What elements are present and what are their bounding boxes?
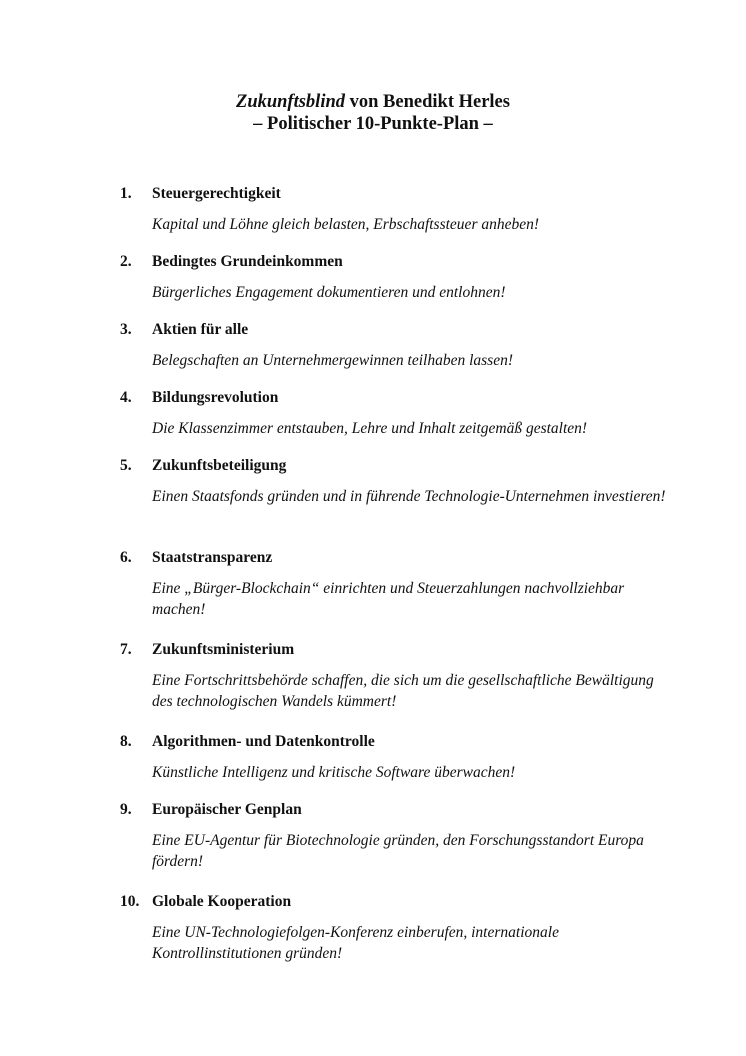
item-description: Einen Staatsfonds gründen und in führende Technologie-Unternehmen investieren! xyxy=(152,488,666,505)
list-item xyxy=(120,388,680,456)
item-title: Steuergerechtigkeit xyxy=(152,185,281,202)
item-number: 3. xyxy=(120,321,132,338)
list-item xyxy=(120,320,680,388)
title-line xyxy=(0,91,746,113)
book-title: Zukunftsblind xyxy=(236,92,346,112)
item-number: 10. xyxy=(120,893,140,910)
author-text: von Benedikt Herles xyxy=(345,92,510,112)
item-number: 9. xyxy=(120,801,132,818)
item-description: Eine EU-Agentur für Biotechnologie gründen, den Forschungsstandort Europa fördern! xyxy=(152,832,644,870)
item-number: 7. xyxy=(120,641,132,658)
item-number: 6. xyxy=(120,549,132,566)
list-item xyxy=(120,640,680,732)
item-title: Bedingtes Grundeinkommen xyxy=(152,253,343,270)
item-title: Europäischer Genplan xyxy=(152,801,302,818)
ten-point-plan-list xyxy=(120,184,680,984)
item-number: 4. xyxy=(120,389,132,406)
list-item xyxy=(120,252,680,320)
item-description: Bürgerliches Engagement dokumentieren und entlohnen! xyxy=(152,284,506,301)
item-title: Zukunftsministerium xyxy=(152,641,295,658)
item-number: 8. xyxy=(120,733,132,750)
item-description: Künstliche Intelligenz und kritische Software überwachen! xyxy=(152,764,516,781)
list-item xyxy=(120,732,680,800)
item-description: Belegschaften an Unternehmergewinnen teilhaben lassen! xyxy=(152,352,514,369)
item-description: Eine UN-Technologiefolgen-Konferenz einberufen, internationale Kontrollinstitutionen gründen! xyxy=(152,924,559,962)
item-number: 2. xyxy=(120,253,132,270)
list-item xyxy=(120,892,680,984)
item-number: 1. xyxy=(120,185,132,202)
list-item xyxy=(120,456,680,548)
item-title: Globale Kooperation xyxy=(152,893,292,910)
item-title: Bildungsrevolution xyxy=(152,389,279,406)
document-header xyxy=(0,91,746,135)
item-number: 5. xyxy=(120,457,132,474)
item-title: Aktien für alle xyxy=(152,321,249,338)
item-description: Kapital und Löhne gleich belasten, Erbschaftssteuer anheben! xyxy=(152,216,540,233)
item-title: Staatstransparenz xyxy=(152,549,273,566)
list-item xyxy=(120,800,680,892)
item-description: Eine Fortschrittsbehörde schaffen, die sich um die gesellschaftliche Bewältigung des technologischen Wandels kümmert! xyxy=(152,672,654,710)
list-item xyxy=(120,548,680,640)
item-description: Eine „Bürger-Blockchain“ einrichten und Steuerzahlungen nachvollziehbar machen! xyxy=(152,580,625,618)
list-item xyxy=(120,184,680,252)
item-title: Zukunftsbeteiligung xyxy=(152,457,287,474)
subtitle: – Politischer 10-Punkte-Plan – xyxy=(253,114,493,134)
item-description: Die Klassenzimmer entstauben, Lehre und Inhalt zeitgemäß gestalten! xyxy=(152,420,588,437)
item-title: Algorithmen- und Datenkontrolle xyxy=(152,733,375,750)
